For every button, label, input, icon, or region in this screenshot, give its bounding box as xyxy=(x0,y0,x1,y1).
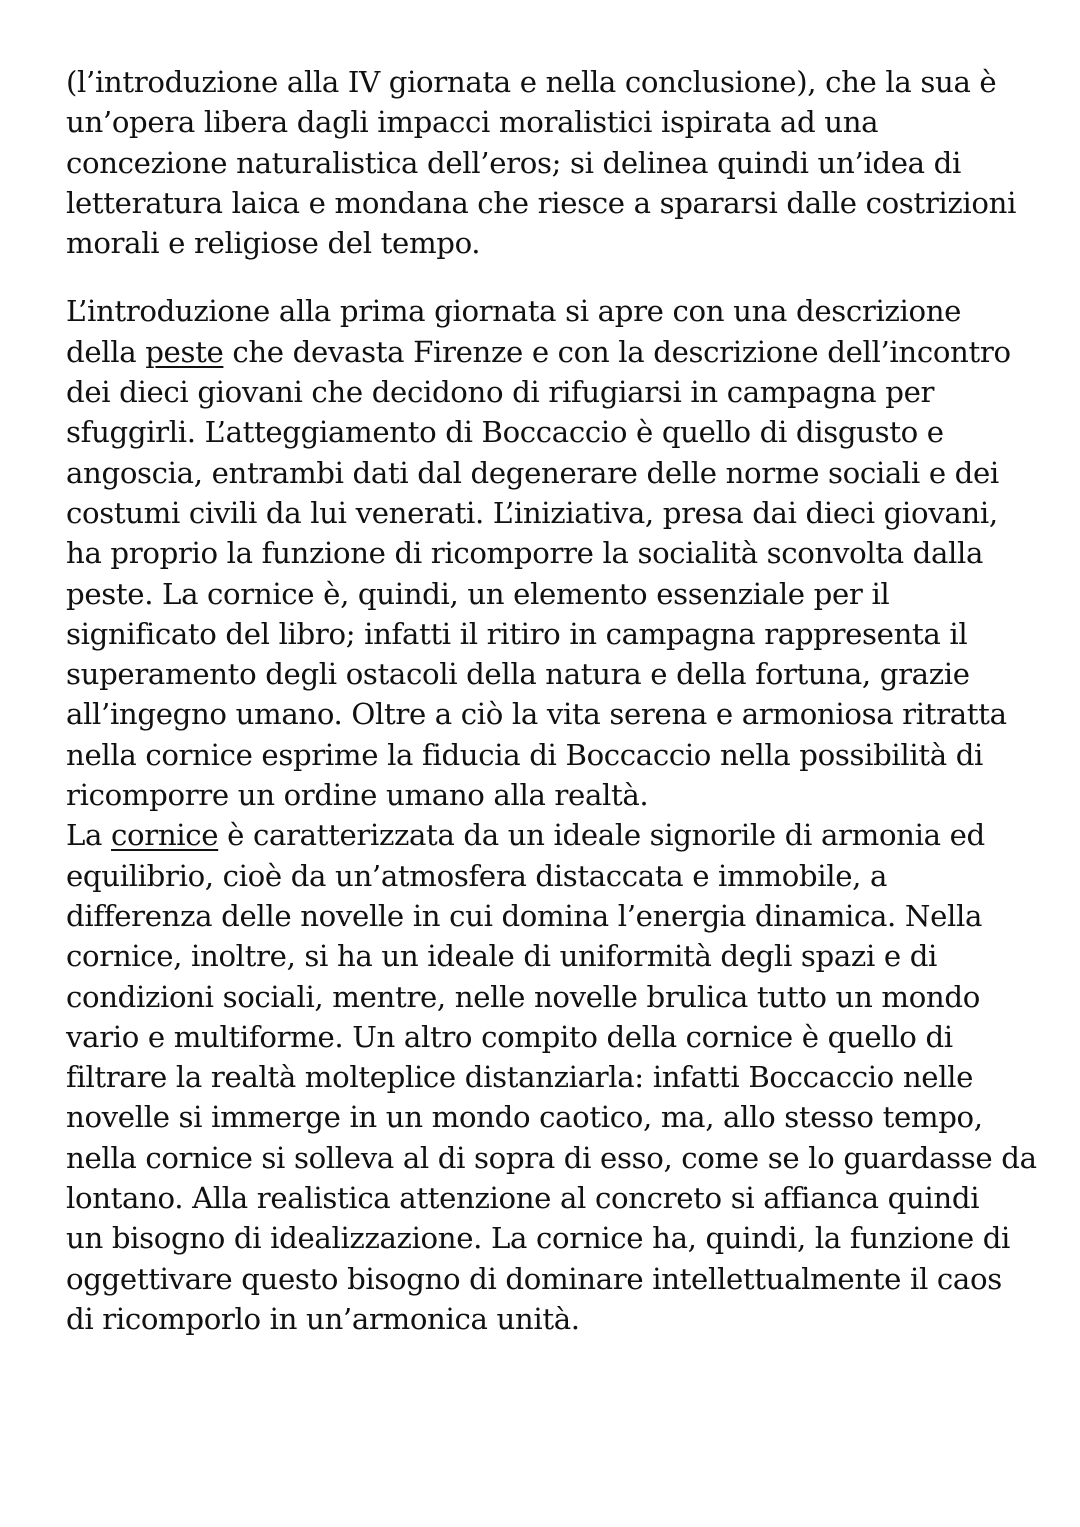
text-line: equilibrio, cioè da un’atmosfera distaccata e immobile, a xyxy=(66,858,888,893)
text-fragment: della xyxy=(66,334,146,369)
paragraph-intro-conclusion xyxy=(66,62,1026,263)
text-line: un’opera libera dagli impacci moralistici ispirata ad una xyxy=(66,105,879,140)
text-line: peste. La cornice è, quindi, un elemento essenziale per il xyxy=(66,576,890,611)
text-line: novelle si immerge in un mondo caotico, ma, allo stesso tempo, xyxy=(66,1100,983,1135)
text-line: letteratura laica e mondana che riesce a spararsi dalle costrizioni xyxy=(66,185,1017,220)
text-line: costumi civili da lui venerati. L’iniziativa, presa dai dieci giovani, xyxy=(66,495,998,530)
text-line: ha proprio la funzione di ricomporre la socialità sconvolta dalla xyxy=(66,536,984,571)
text-line xyxy=(66,815,1026,855)
text-fragment: che devasta Firenze e con la descrizione dell’incontro xyxy=(223,334,1011,369)
text-line: superamento degli ostacoli della natura e della fortuna, grazie xyxy=(66,657,970,692)
text-line: ricomporre un ordine umano alla realtà. xyxy=(66,778,649,813)
text-line: di ricomporlo in un’armonica unità. xyxy=(66,1301,580,1336)
paragraph-cornice xyxy=(66,815,1037,1339)
text-line: vario e multiforme. Un altro compito della cornice è quello di xyxy=(66,1019,953,1054)
paragraph-spacer xyxy=(66,263,1026,291)
text-line: sfuggirli. L’atteggiamento di Boccaccio è quello di disgusto e xyxy=(66,415,944,450)
underlined-term-peste: peste xyxy=(145,334,224,369)
text-fragment: è caratterizzata da un ideale signorile di armonia ed xyxy=(218,818,985,853)
underlined-term-cornice: cornice xyxy=(111,818,219,853)
text-fragment: La xyxy=(66,818,112,853)
text-line: cornice, inoltre, si ha un ideale di uniformità degli spazi e di xyxy=(66,939,938,974)
text-line: L’introduzione alla prima giornata si apre con una descrizione xyxy=(66,294,962,329)
text-line: oggettivare questo bisogno di dominare intellettualmente il caos xyxy=(66,1261,1002,1296)
text-line: morali e religiose del tempo. xyxy=(66,226,481,261)
paragraph-first-day-introduction xyxy=(66,291,1026,815)
text-line: nella cornice si solleva al di sopra di esso, come se lo guardasse da xyxy=(66,1140,1037,1175)
text-line: lontano. Alla realistica attenzione al concreto si affianca quindi xyxy=(66,1181,980,1216)
text-line: filtrare la realtà molteplice distanziarla: infatti Boccaccio nelle xyxy=(66,1060,974,1095)
text-line: condizioni sociali, mentre, nelle novelle brulica tutto un mondo xyxy=(66,979,980,1014)
text-line: differenza delle novelle in cui domina l’energia dinamica. Nella xyxy=(66,898,983,933)
text-line: all’ingegno umano. Oltre a ciò la vita serena e armoniosa ritratta xyxy=(66,697,1007,732)
text-line: dei dieci giovani che decidono di rifugiarsi in campagna per xyxy=(66,375,935,410)
text-line: un bisogno di idealizzazione. La cornice ha, quindi, la funzione di xyxy=(66,1221,1011,1256)
text-line: nella cornice esprime la fiducia di Boccaccio nella possibilità di xyxy=(66,737,984,772)
text-line: concezione naturalistica dell’eros; si delinea quindi un’idea di xyxy=(66,145,961,180)
text-line xyxy=(66,332,1026,372)
document-page xyxy=(66,62,1037,1339)
text-line: significato del libro; infatti il ritiro in campagna rappresenta il xyxy=(66,616,968,651)
text-line: angoscia, entrambi dati dal degenerare delle norme sociali e dei xyxy=(66,455,999,490)
text-line: (l’introduzione alla IV giornata e nella conclusione), che la sua è xyxy=(66,65,997,99)
